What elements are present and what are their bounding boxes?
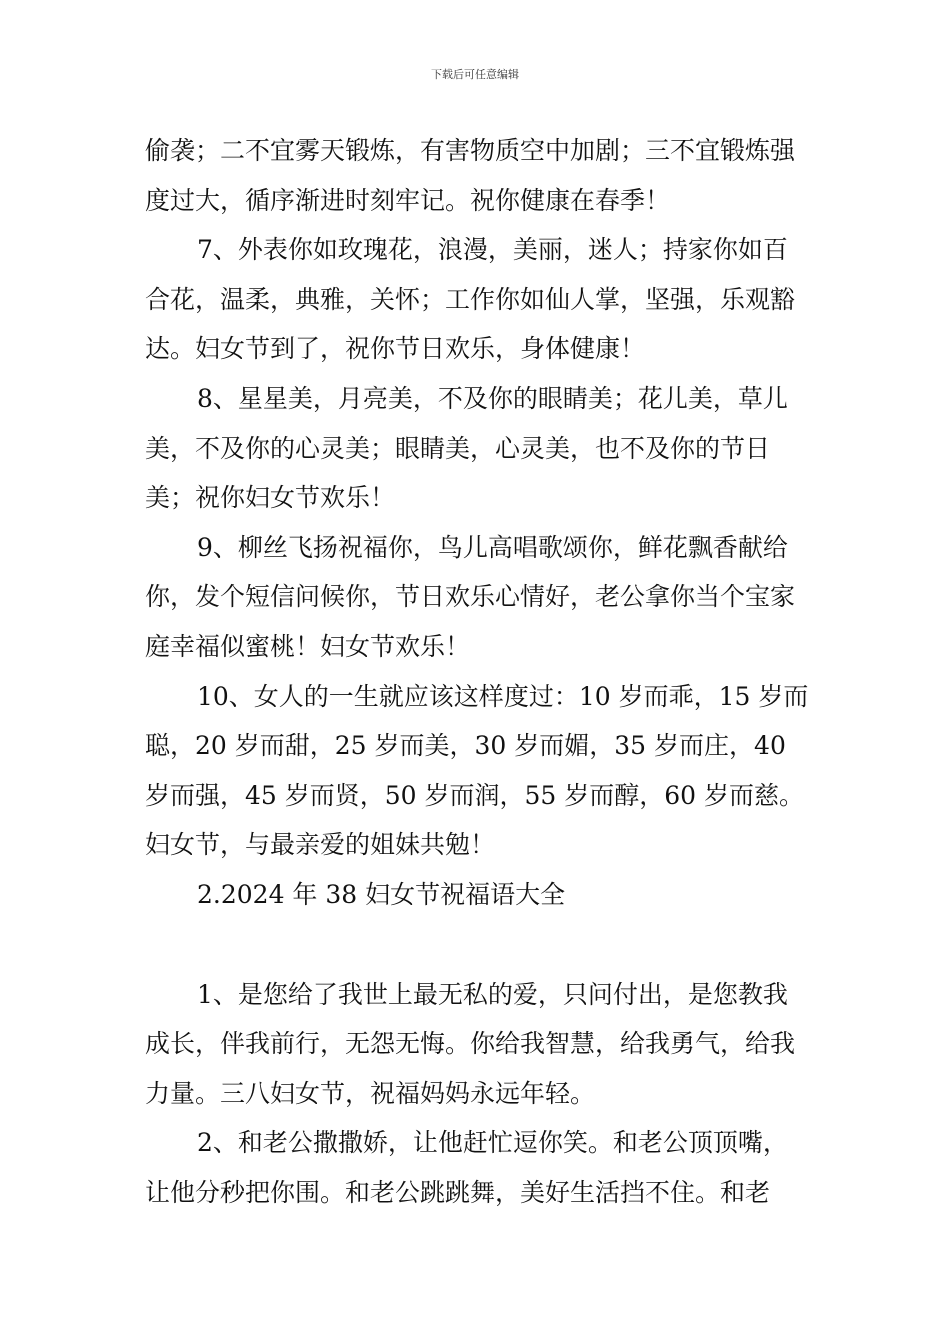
paragraph-item-2: 2、和老公撒撒娇，让他赶忙逗你笑。和老公顶顶嘴，让他分秒把你围。和老公跳跳舞，美好生活挡不住。和老 (145, 1128, 788, 1207)
paragraph-item-1: 1、是您给了我世上最无私的爱，只问付出，是您教我成长，伴我前行，无怨无悔。你给我智慧，给我勇气，给我力量。三八妇女节，祝福妈妈永远年轻。 (145, 979, 796, 1108)
paragraph-item-10: 10、女人的一生就应该这样度过：10 岁而乖，15 岁而聪，20 岁而甜，25 岁而美，30 岁而媚，35 岁而庄，40 岁而强，45 岁而贤，50 岁而润，55 岁而醇，60 岁而慈。妇女节，与最亲爱的姐妹共勉！ (145, 681, 809, 860)
paragraph-item-7: 7、外表你如玫瑰花，浪漫，美丽，迷人；持家你如百合花，温柔，典雅，关怀；工作你如仙人掌，坚强，乐观豁达。妇女节到了，祝你节日欢乐，身体健康！ (145, 235, 796, 364)
section-heading: 2.2024 年 38 妇女节祝福语大全 (197, 879, 566, 909)
page-header-note: 下载后可任意编辑 (431, 68, 519, 81)
paragraph-continued: 偷袭；二不宜雾天锻炼，有害物质空中加剧；三不宜锻炼强度过大，循序渐进时刻牢记。祝你健康在春季！ (145, 136, 796, 215)
paragraph-item-9: 9、柳丝飞扬祝福你，鸟儿高唱歌颂你，鲜花飘香献给你，发个短信问候你，节日欢乐心情好，老公拿你当个宝家庭幸福似蜜桃！妇女节欢乐！ (145, 532, 796, 661)
document-body (145, 126, 810, 1217)
blank-gap (145, 920, 810, 970)
paragraph-item-8: 8、星星美，月亮美，不及你的眼睛美；花儿美，草儿美，不及你的心灵美；眼睛美，心灵美，也不及你的节日美；祝你妇女节欢乐！ (145, 383, 788, 513)
